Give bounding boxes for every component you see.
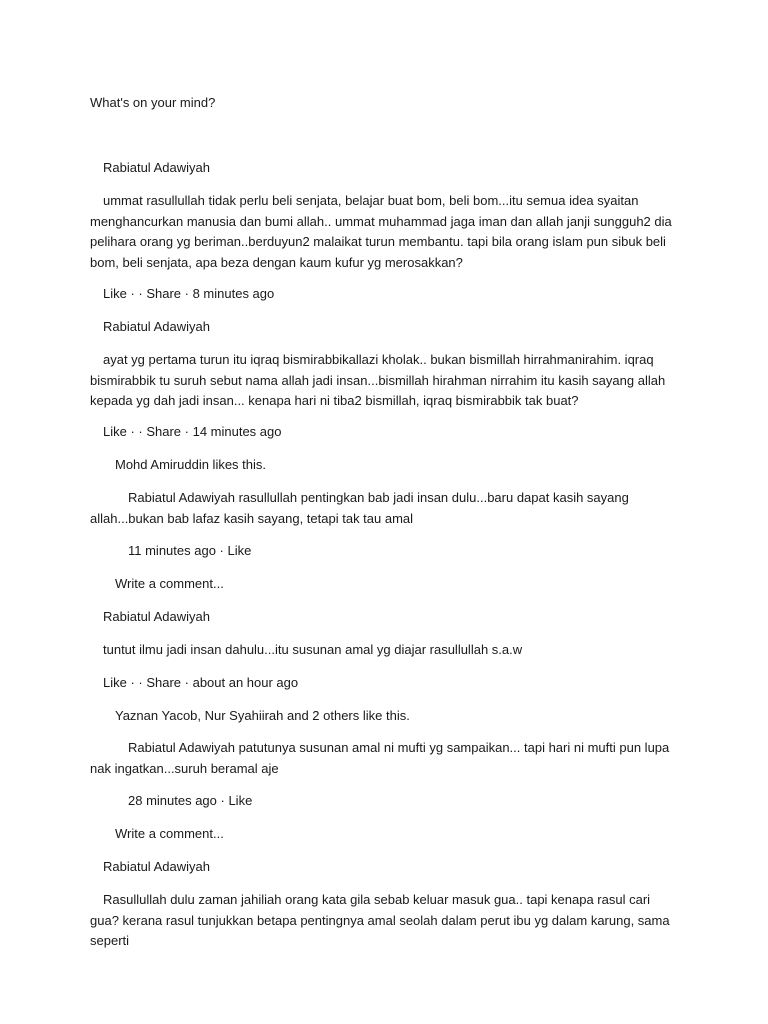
post-likes[interactable]: Yaznan Yacob, Nur Syahiirah and 2 others like this. [115, 708, 410, 723]
post-actions[interactable]: Like · · Share · 8 minutes ago [103, 286, 275, 301]
post-actions[interactable]: Like · · Share · about an hour ago [103, 675, 299, 690]
post-text: tuntut ilmu jadi insan dahulu...itu susunan amal yg diajar rasullullah s.a.w [103, 642, 523, 657]
comment-meta[interactable]: 11 minutes ago · Like [128, 543, 252, 558]
post-author[interactable]: Rabiatul Adawiyah [103, 609, 210, 624]
post-actions[interactable]: Like · · Share · 14 minutes ago [103, 424, 282, 439]
post-author[interactable]: Rabiatul Adawiyah [103, 319, 210, 334]
post-likes[interactable]: Mohd Amiruddin likes this. [115, 457, 267, 472]
comment-text: Rabiatul Adawiyah rasullullah pentingkan bab jadi insan dulu...baru dapat kasih sayang allah...bukan bab lafaz kasih sayang, tetapi tak tau amal [90, 490, 629, 526]
write-comment-input[interactable]: Write a comment... [115, 826, 224, 841]
whats-on-your-mind-prompt[interactable]: What's on your mind? [90, 95, 216, 110]
post-text: Rasullullah dulu zaman jahiliah orang kata gila sebab keluar masuk gua.. tapi kenapa rasul cari gua? kerana rasul tunjukkan betapa pentingnya amal seolah dalam perut ibu yg dalam karung, sama seperti [90, 892, 670, 948]
post-author[interactable]: Rabiatul Adawiyah [103, 160, 210, 175]
write-comment-input[interactable]: Write a comment... [115, 576, 224, 591]
post-author[interactable]: Rabiatul Adawiyah [103, 859, 210, 874]
post-text: ummat rasullullah tidak perlu beli senjata, belajar buat bom, beli bom...itu semua idea syaitan menghancurkan manusia dan bumi allah.. ummat muhammad jaga iman dan allah janji sungguh2 dia pelihara orang yg beriman..berduyun2 malaikat turun membantu. tapi bila orang islam pun sibuk beli bom, beli senjata, apa beza dengan kaum kufur yg merosakkan? [90, 193, 672, 270]
comment-meta[interactable]: 28 minutes ago · Like [128, 793, 253, 808]
post-text: ayat yg pertama turun itu iqraq bismirabbikallazi kholak.. bukan bismillah hirrahmanirahim. iqraq bismirabbik tu suruh sebut nama allah jadi insan...bismillah hirahman nirrahim itu kasih sayang allah kepada yg dah jadi insan... kenapa hari ni tiba2 bismillah, iqraq bismirabbik tak buat? [90, 352, 666, 408]
comment-text: Rabiatul Adawiyah patutunya susunan amal ni mufti yg sampaikan... tapi hari ni mufti pun lupa nak ingatkan...suruh beramal aje [90, 740, 670, 776]
